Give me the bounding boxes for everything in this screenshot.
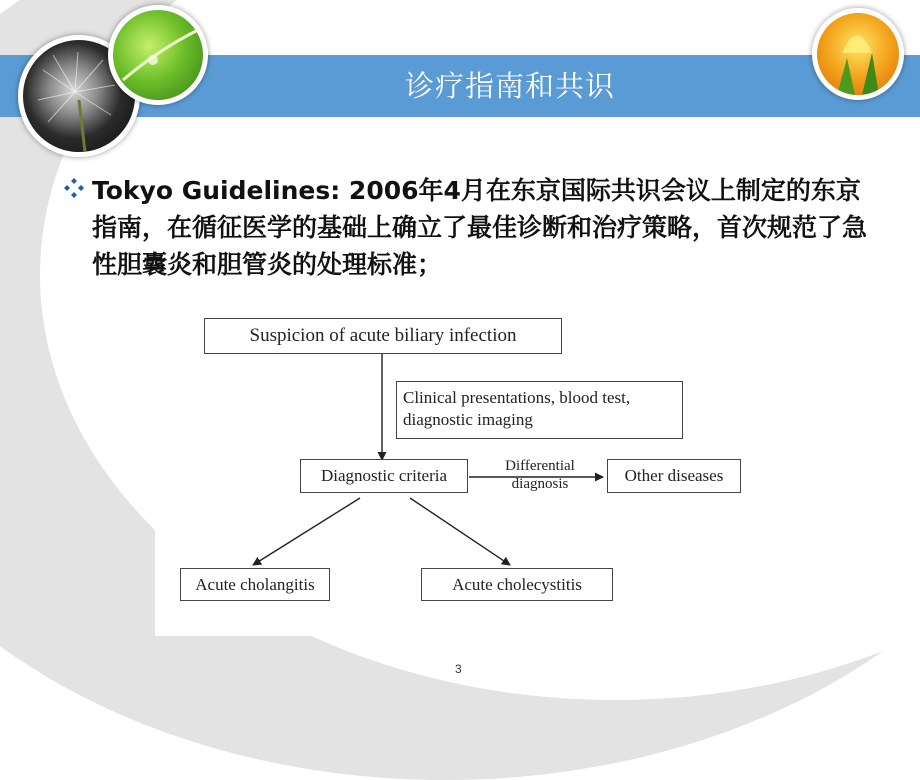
- node-other-diseases: Other diseases: [607, 459, 741, 493]
- label-differential-diagnosis: Differential diagnosis: [505, 458, 575, 492]
- node-clinical: Clinical presentations, blood test, diagnostic imaging: [396, 381, 683, 439]
- tulip-photo: [812, 8, 904, 100]
- node-suspicion: Suspicion of acute biliary infection: [204, 318, 562, 354]
- arrow-criteria-to-cholangitis: [253, 498, 360, 565]
- bullet-paragraph: [62, 172, 882, 283]
- arrow-criteria-to-cholecystitis: [410, 498, 510, 565]
- flow-diagram: [155, 300, 767, 636]
- leaf-photo: [108, 5, 208, 105]
- diamond-bullet-icon: [62, 176, 86, 200]
- node-diagnostic-criteria: Diagnostic criteria: [300, 459, 468, 493]
- page-number: 3: [455, 662, 462, 676]
- node-acute-cholecystitis: Acute cholecystitis: [421, 568, 613, 601]
- slide-title: 诊疗指南和共识: [404, 69, 615, 103]
- bullet-text: Tokyo Guidelines: 2006年4月在东京国际共识会议上制定的东京指南，在循征医学的基础上确立了最佳诊断和治疗策略，首次规范了急性胆囊炎和胆管炎的处理标准；: [92, 176, 868, 279]
- node-acute-cholangitis: Acute cholangitis: [180, 568, 330, 601]
